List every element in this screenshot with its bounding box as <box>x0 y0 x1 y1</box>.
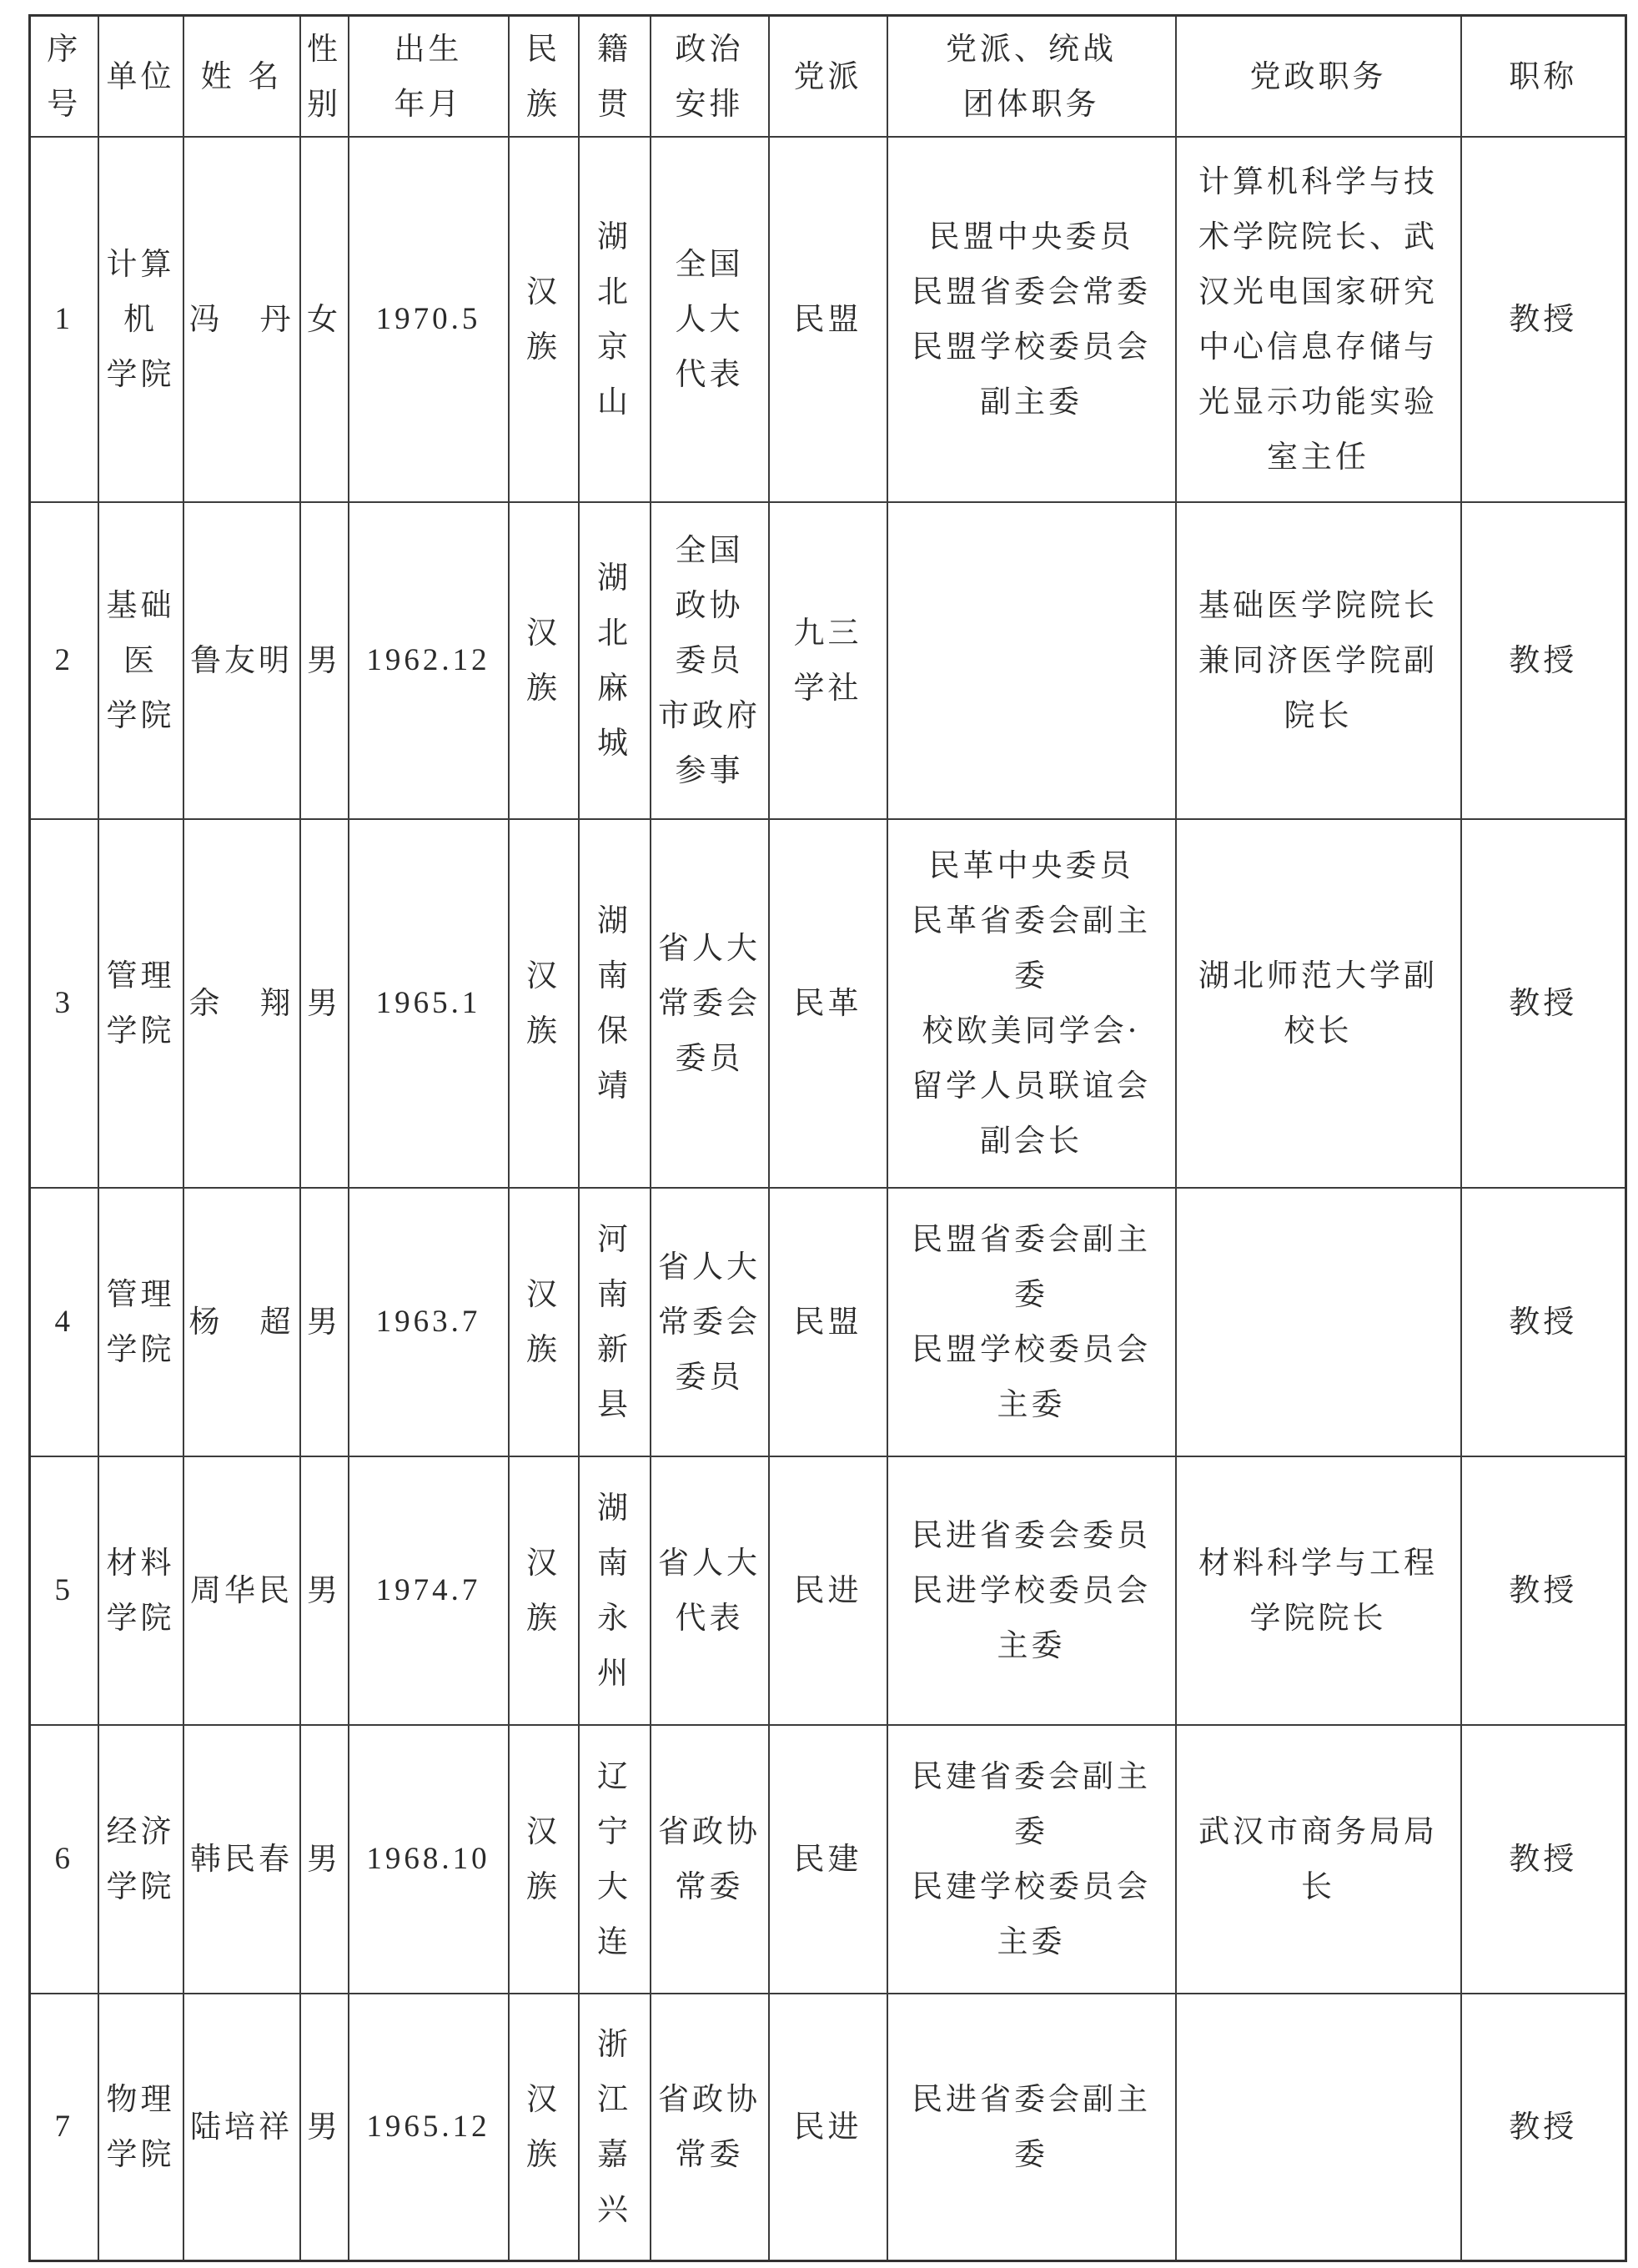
table-row <box>30 502 1626 819</box>
header-cell: 序 号 <box>30 16 98 138</box>
cell-native-place: 湖 南 保 靖 <box>579 819 651 1188</box>
cell-unit: 计算 机 学院 <box>98 137 183 502</box>
cell-party-posts: 民革中央委员 民革省委会副主 委 校欧美同学会· 留学人员联谊会 副会长 <box>887 819 1176 1188</box>
cell-title: 教授 <box>1461 1725 1626 1994</box>
cell-party: 民盟 <box>769 137 887 502</box>
header-cell: 姓 名 <box>183 16 300 138</box>
cell-political: 省人大 代表 <box>651 1456 769 1725</box>
cell-no: 7 <box>30 1994 98 2260</box>
cell-name: 冯丹 <box>183 137 300 502</box>
cell-party-posts <box>887 502 1176 819</box>
cell-dob: 1963.7 <box>349 1188 509 1456</box>
cell-native-place: 浙 江 嘉 兴 <box>579 1994 651 2260</box>
cell-name: 鲁友明 <box>183 502 300 819</box>
cell-party-posts: 民建省委会副主 委 民建学校委员会 主委 <box>887 1725 1176 1994</box>
cell-admin-posts: 材料科学与工程 学院院长 <box>1176 1456 1461 1725</box>
cell-no: 3 <box>30 819 98 1188</box>
cell-party-posts: 民盟省委会副主 委 民盟学校委员会 主委 <box>887 1188 1176 1456</box>
cell-no: 1 <box>30 137 98 502</box>
cell-unit: 管理 学院 <box>98 819 183 1188</box>
header-cell: 政治 安排 <box>651 16 769 138</box>
cell-gender: 男 <box>300 1994 349 2260</box>
header-cell: 职称 <box>1461 16 1626 138</box>
cell-native-place: 湖 南 永 州 <box>579 1456 651 1725</box>
cell-admin-posts: 湖北师范大学副 校长 <box>1176 819 1461 1188</box>
cell-ethnicity: 汉 族 <box>509 1188 579 1456</box>
table-row <box>30 1188 1626 1456</box>
header-cell: 党政职务 <box>1176 16 1461 138</box>
cell-admin-posts: 武汉市商务局局 长 <box>1176 1725 1461 1994</box>
cell-political: 全国 人大 代表 <box>651 137 769 502</box>
header-cell: 单位 <box>98 16 183 138</box>
cell-admin-posts <box>1176 1994 1461 2260</box>
header-cell: 籍 贯 <box>579 16 651 138</box>
table-row <box>30 137 1626 502</box>
cell-admin-posts: 计算机科学与技 术学院院长、武 汉光电国家研究 中心信息存储与 光显示功能实验 室主任 <box>1176 137 1461 502</box>
cell-native-place: 辽 宁 大 连 <box>579 1725 651 1994</box>
cell-party-posts: 民进省委会委员 民进学校委员会 主委 <box>887 1456 1176 1725</box>
cell-dob: 1974.7 <box>349 1456 509 1725</box>
cell-unit: 管理 学院 <box>98 1188 183 1456</box>
cell-political: 全国 政协 委员 市政府 参事 <box>651 502 769 819</box>
cell-title: 教授 <box>1461 1994 1626 2260</box>
cell-name: 余翔 <box>183 819 300 1188</box>
cell-title: 教授 <box>1461 137 1626 502</box>
cell-title: 教授 <box>1461 819 1626 1188</box>
cell-ethnicity: 汉 族 <box>509 1456 579 1725</box>
header-cell: 党派 <box>769 16 887 138</box>
cell-unit: 基础 医 学院 <box>98 502 183 819</box>
cell-no: 5 <box>30 1456 98 1725</box>
cell-name: 周华民 <box>183 1456 300 1725</box>
cell-gender: 男 <box>300 1456 349 1725</box>
cell-gender: 男 <box>300 819 349 1188</box>
table-row <box>30 1994 1626 2260</box>
cell-ethnicity: 汉 族 <box>509 1725 579 1994</box>
cell-title: 教授 <box>1461 1188 1626 1456</box>
member-roster-table <box>28 14 1627 2262</box>
header-cell: 党派、统战 团体职务 <box>887 16 1176 138</box>
cell-no: 2 <box>30 502 98 819</box>
cell-political: 省人大 常委会 委员 <box>651 1188 769 1456</box>
cell-gender: 女 <box>300 137 349 502</box>
cell-dob: 1965.12 <box>349 1994 509 2260</box>
cell-dob: 1970.5 <box>349 137 509 502</box>
cell-dob: 1962.12 <box>349 502 509 819</box>
cell-ethnicity: 汉 族 <box>509 137 579 502</box>
header-cell: 民 族 <box>509 16 579 138</box>
cell-party-posts: 民盟中央委员 民盟省委会常委 民盟学校委员会 副主委 <box>887 137 1176 502</box>
cell-ethnicity: 汉 族 <box>509 819 579 1188</box>
cell-unit: 经济 学院 <box>98 1725 183 1994</box>
cell-ethnicity: 汉 族 <box>509 502 579 819</box>
cell-gender: 男 <box>300 1725 349 1994</box>
table-row <box>30 1456 1626 1725</box>
cell-native-place: 湖 北 麻 城 <box>579 502 651 819</box>
cell-title: 教授 <box>1461 502 1626 819</box>
cell-party: 民建 <box>769 1725 887 1994</box>
cell-dob: 1965.1 <box>349 819 509 1188</box>
cell-party: 民盟 <box>769 1188 887 1456</box>
header-cell: 性 别 <box>300 16 349 138</box>
table-row <box>30 1725 1626 1994</box>
header-row <box>30 16 1626 138</box>
cell-party: 民进 <box>769 1456 887 1725</box>
cell-political: 省政协 常委 <box>651 1725 769 1994</box>
cell-name: 杨超 <box>183 1188 300 1456</box>
cell-admin-posts: 基础医学院院长 兼同济医学院副 院长 <box>1176 502 1461 819</box>
cell-political: 省政协 常委 <box>651 1994 769 2260</box>
cell-name: 陆培祥 <box>183 1994 300 2260</box>
cell-party-posts: 民进省委会副主 委 <box>887 1994 1176 2260</box>
cell-native-place: 湖 北 京 山 <box>579 137 651 502</box>
cell-political: 省人大 常委会 委员 <box>651 819 769 1188</box>
cell-unit: 材料 学院 <box>98 1456 183 1725</box>
cell-gender: 男 <box>300 502 349 819</box>
cell-title: 教授 <box>1461 1456 1626 1725</box>
cell-no: 4 <box>30 1188 98 1456</box>
cell-native-place: 河 南 新 县 <box>579 1188 651 1456</box>
table-row <box>30 819 1626 1188</box>
cell-name: 韩民春 <box>183 1725 300 1994</box>
cell-no: 6 <box>30 1725 98 1994</box>
cell-admin-posts <box>1176 1188 1461 1456</box>
cell-dob: 1968.10 <box>349 1725 509 1994</box>
cell-party: 民进 <box>769 1994 887 2260</box>
cell-gender: 男 <box>300 1188 349 1456</box>
cell-ethnicity: 汉 族 <box>509 1994 579 2260</box>
cell-party: 民革 <box>769 819 887 1188</box>
cell-unit: 物理 学院 <box>98 1994 183 2260</box>
header-cell: 出生 年月 <box>349 16 509 138</box>
cell-party: 九三 学社 <box>769 502 887 819</box>
